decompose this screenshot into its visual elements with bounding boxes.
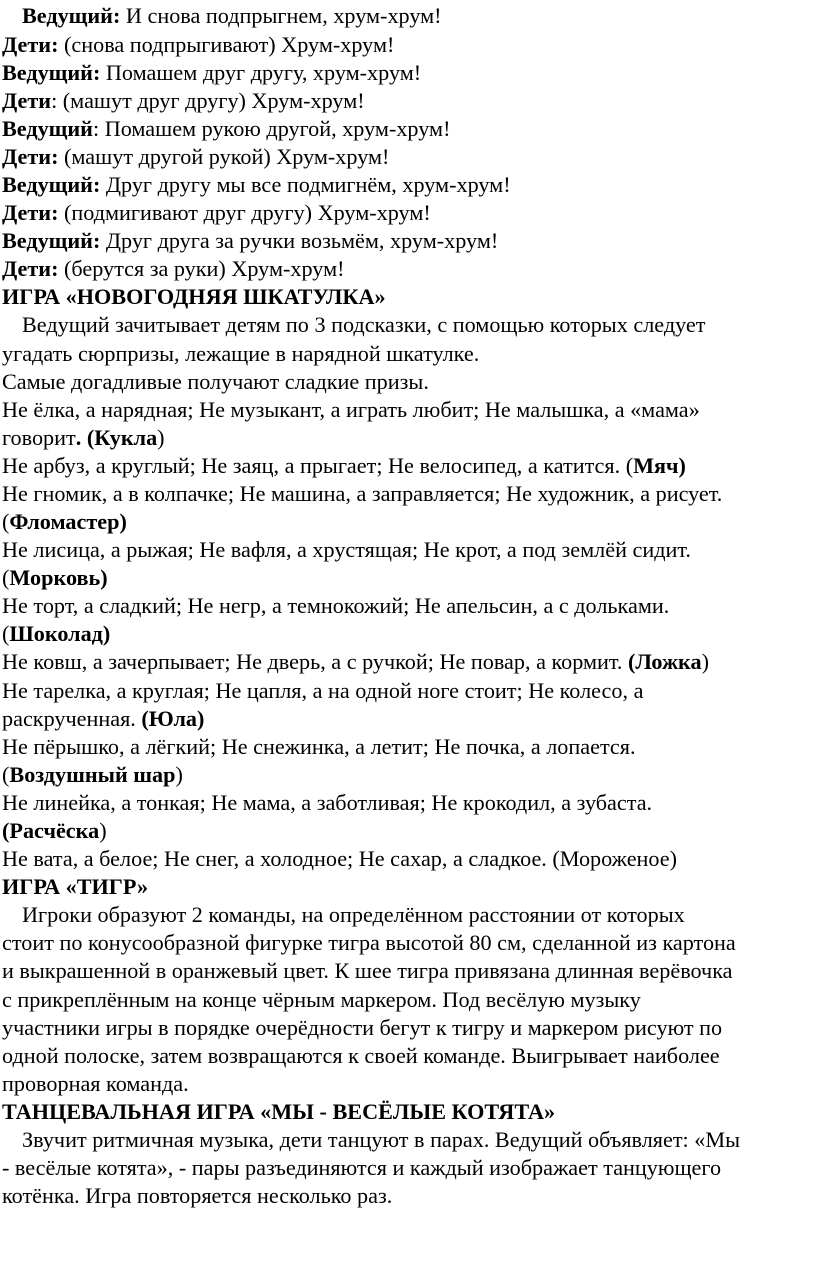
riddle-answer: . (Кукла xyxy=(75,425,158,450)
riddle-answer: (Расчёска xyxy=(2,818,100,843)
riddle-answer: Воздушный шар xyxy=(9,762,176,787)
riddle-text: ( xyxy=(2,509,10,534)
paragraph-line: угадать сюрпризы, лежащие в нарядной шкатулке. xyxy=(2,341,480,366)
dialogue-line xyxy=(2,199,431,226)
paragraph-line: котёнка. Игра повторяется несколько раз. xyxy=(2,1183,393,1208)
riddle-answer: Фломастер) xyxy=(9,509,127,534)
dialogue-line xyxy=(2,87,365,114)
riddle-text: ) xyxy=(701,649,709,674)
dialogue-line xyxy=(2,59,421,86)
heading-text: ИГРА «ТИГР» xyxy=(2,874,149,899)
paragraph-line: стоит по конусообразной фигурке тигра высотой 80 см, сделанной из картона xyxy=(2,930,736,955)
line-text: : Помашем рукою другой, хрум-хрум! xyxy=(92,116,451,141)
heading-text: ТАНЦЕВАЛЬНАЯ ИГРА «МЫ - ВЕСЁЛЫЕ КОТЯТА» xyxy=(2,1099,556,1124)
riddle-line: Не линейка, а тонкая; Не мама, а заботливая; Не крокодил, а зубаста. xyxy=(2,790,653,815)
dialogue-line xyxy=(2,143,389,170)
speaker: Ведущий: xyxy=(2,228,101,253)
paragraph-line: Звучит ритмичная музыка, дети танцуют в парах. Ведущий объявляет: «Мы xyxy=(22,1127,740,1152)
paragraph-line: с прикреплённым на конце чёрным маркером. Под весёлую музыку xyxy=(2,987,641,1012)
riddle-answer: (Ложка xyxy=(628,649,702,674)
riddle-line xyxy=(2,424,165,451)
dialogue-line xyxy=(2,255,345,282)
riddle-answer: Морковь) xyxy=(9,565,108,590)
paragraph-line: - весёлые котята», - пары разъединяются и каждый изображает танцующего xyxy=(2,1155,722,1180)
riddle-line: Не вата, а белое; Не снег, а холодное; Не сахар, а сладкое. (Мороженое) xyxy=(2,846,678,871)
paragraph-line: Самые догадливые получают сладкие призы. xyxy=(2,369,429,394)
dialogue-line xyxy=(2,115,450,142)
riddle-line xyxy=(2,761,183,788)
riddle-line: Не ёлка, а нарядная; Не музыкант, а играть любит; Не малышка, а «мама» xyxy=(2,397,700,422)
speaker: Ведущий: xyxy=(2,60,101,85)
speaker: Дети: xyxy=(2,200,59,225)
riddle-line: Не лисица, а рыжая; Не вафля, а хрустящая; Не крот, а под землёй сидит. xyxy=(2,537,691,562)
riddle-text: раскрученная. xyxy=(2,706,142,731)
riddle-answer: (Юла) xyxy=(141,706,205,731)
riddle-line xyxy=(2,817,107,844)
riddle-line: Не пёрышко, а лёгкий; Не снежинка, а летит; Не почка, а лопается. xyxy=(2,734,636,759)
riddle-text: ( xyxy=(2,762,10,787)
riddle-text: Не арбуз, а круглый; Не заяц, а прыгает; Не велосипед, а катится. ( xyxy=(2,453,634,478)
dialogue-line xyxy=(22,2,442,29)
riddle-text: ( xyxy=(2,621,10,646)
heading-text: ИГРА «НОВОГОДНЯЯ ШКАТУЛКА» xyxy=(2,284,386,309)
line-text: Помашем друг другу, хрум-хрум! xyxy=(100,60,422,85)
speaker: Дети xyxy=(2,88,52,113)
paragraph-line: одной полоске, затем возвращаются к своей команде. Выигрывает наиболее xyxy=(2,1043,720,1068)
line-text: (машут другой рукой) Хрум-хрум! xyxy=(58,144,390,169)
section-heading xyxy=(2,283,386,310)
speaker: Дети: xyxy=(2,256,59,281)
riddle-text: Не ковш, а зачерпывает; Не дверь, а с ручкой; Не повар, а кормит. xyxy=(2,649,629,674)
riddle-line xyxy=(2,508,127,535)
riddle-text: ) xyxy=(175,762,183,787)
paragraph-line: Игроки образуют 2 команды, на определённом расстоянии от которых xyxy=(22,902,685,927)
line-text: (берутся за руки) Хрум-хрум! xyxy=(58,256,345,281)
line-text: Друг другу мы все подмигнём, хрум-хрум! xyxy=(100,172,511,197)
paragraph-line: Ведущий зачитывает детям по 3 подсказки, с помощью которых следует xyxy=(22,312,706,337)
riddle-text: ( xyxy=(2,565,10,590)
riddle-text: ) xyxy=(99,818,107,843)
riddle-line: Не торт, а сладкий; Не негр, а темнокожий; Не апельсин, а с дольками. xyxy=(2,593,670,618)
line-text: : (машут друг другу) Хрум-хрум! xyxy=(51,88,365,113)
paragraph-line: и выкрашенной в оранжевый цвет. К шее тигра привязана длинная верёвочка xyxy=(2,958,733,983)
riddle-line xyxy=(2,620,110,647)
line-text: (подмигивают друг другу) Хрум-хрум! xyxy=(58,200,431,225)
section-heading xyxy=(2,1098,555,1125)
riddle-line: Не гномик, а в колпачке; Не машина, а заправляется; Не художник, а рисует. xyxy=(2,481,723,506)
riddle-line: Не тарелка, а круглая; Не цапля, а на одной ноге стоит; Не колесо, а xyxy=(2,678,644,703)
dialogue-line xyxy=(2,171,511,198)
riddle-line xyxy=(2,705,204,732)
line-text: (снова подпрыгивают) Хрум-хрум! xyxy=(58,32,395,57)
paragraph-line: проворная команда. xyxy=(2,1071,189,1096)
speaker: Дети: xyxy=(2,32,59,57)
dialogue-line xyxy=(2,31,394,58)
riddle-answer: Шоколад) xyxy=(9,621,111,646)
riddle-line xyxy=(2,648,709,675)
riddle-line xyxy=(2,452,686,479)
speaker: Дети: xyxy=(2,144,59,169)
speaker: Ведущий: xyxy=(2,172,101,197)
line-text: Друг друга за ручки возьмём, хрум-хрум! xyxy=(100,228,499,253)
dialogue-line xyxy=(2,227,498,254)
riddle-line xyxy=(2,564,108,591)
riddle-text: говорит xyxy=(2,425,76,450)
speaker: Ведущий: xyxy=(22,3,121,28)
riddle-text: ) xyxy=(157,425,165,450)
section-heading xyxy=(2,873,148,900)
paragraph-line: участники игры в порядке очерёдности бегут к тигру и маркером рисуют по xyxy=(2,1015,723,1040)
line-text: И снова подпрыгнем, хрум-хрум! xyxy=(120,3,442,28)
riddle-answer: Мяч) xyxy=(633,453,686,478)
speaker: Ведущий xyxy=(2,116,93,141)
